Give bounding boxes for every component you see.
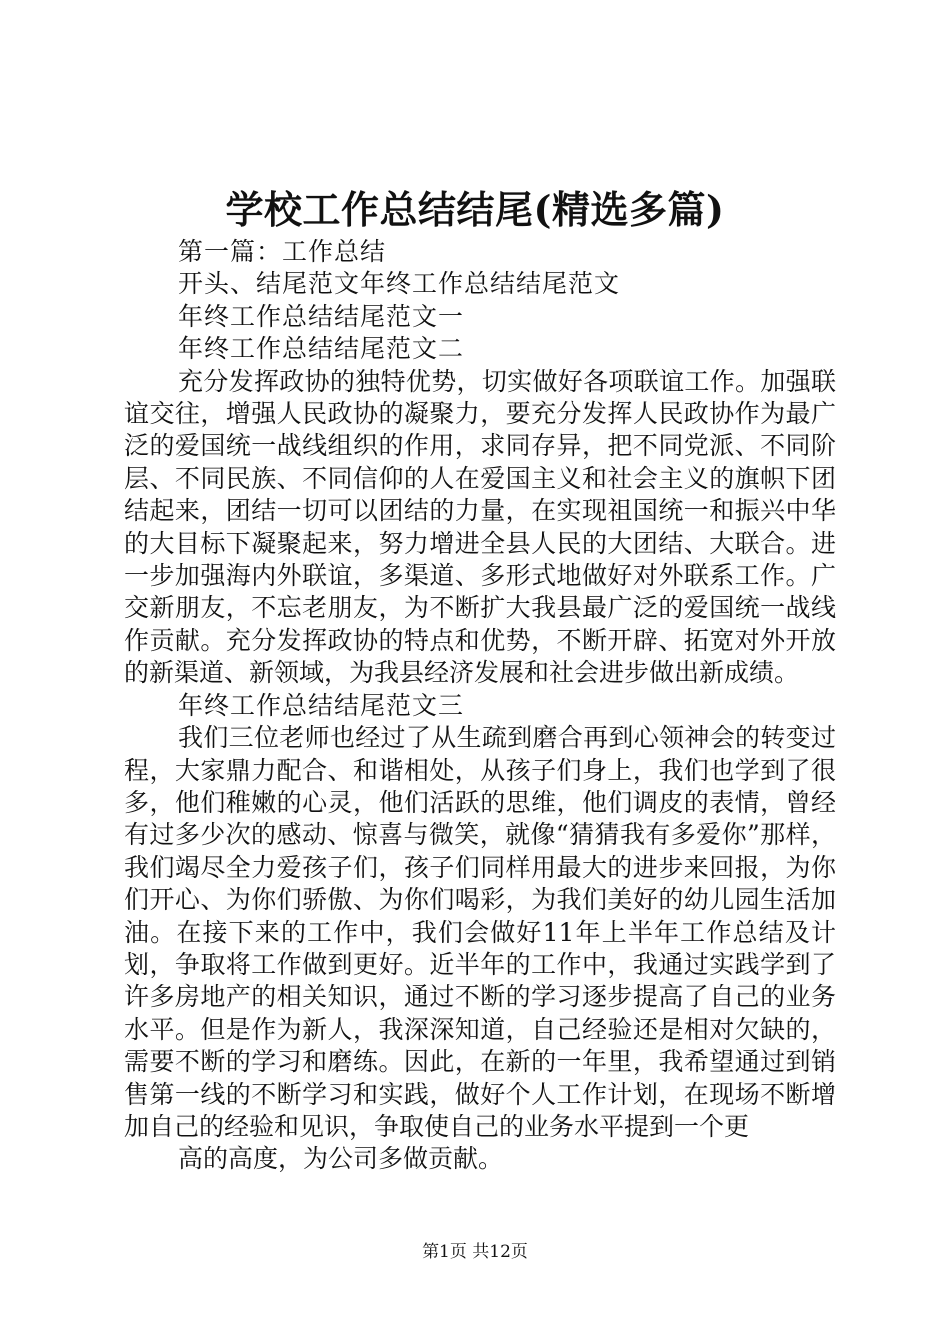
subheading: 开头、结尾范文年终工作总结结尾范文 xyxy=(178,269,621,299)
section-heading: 第一篇：工作总结 xyxy=(178,237,387,266)
document-title: 学校工作总结结尾(精选多篇) xyxy=(225,187,725,232)
body-paragraph: 充分发挥政协的独特优势，切实做好各项联谊工作。加强联谊交往，增强人民政协的凝聚力，要充分发挥人民政协作为最广泛的爱国统一战线组织的作用，求同存异，把不同党派、不同阶层、不同民族、不同信仰的人在爱国主义和社会主义的旗帜下团结起来，团结一切可以团结的力量，在实现祖国统一和振兴中华的大目标下凝聚起来，努力增进全县人民的大团结、大联合。进一步加强海内外联谊，多渠道、多形式地做好对外联系工作。广交新朋友，不忘老朋友，为不断扩大我县最广泛的爱国统一战线作贡献。充分发挥政协的特点和优势，不断开辟、拓宽对外开放的新渠道、新领域，为我县经济发展和社会进步做出新成绩。 xyxy=(124,366,836,688)
subheading: 年终工作总结结尾范文二 xyxy=(178,334,465,364)
body-paragraph: 高的高度，为公司多做贡献。 xyxy=(178,1144,504,1174)
subheading: 年终工作总结结尾范文一 xyxy=(178,301,465,331)
body-paragraph: 我们三位老师也经过了从生疏到磨合再到心领神会的转变过程，大家鼎力配合、和谐相处，从孩子们身上，我们也学到了很多，他们稚嫩的心灵，他们活跃的思维，他们调皮的表情，曾经有过多少次的感动、惊喜与微笑，就像“猜猜我有多爱你”那样，我们竭尽全力爱孩子们，孩子们同样用最大的进步来回报，为你们开心、为你们骄傲、为你们喝彩，为我们美好的幼儿园生活加油。在接下来的工作中，我们会做好11年上半年工作总结及计划，争取将工作做到更好。近半年的工作中，我通过实践学到了许多房地产的相关知识，通过不断的学习逐步提高了自己的业务水平。但是作为新人，我深深知道，自己经验还是相对欠缺的，需要不断的学习和磨练。因此，在新的一年里，我希望通过到销售第一线的不断学习和实践，做好个人工作计划，在现场不断增加自己的经验和见识，争取使自己的业务水平提到一个更 xyxy=(124,723,836,1141)
document-body xyxy=(124,236,836,1176)
page-number-footer: 第1页 共12页 xyxy=(422,1242,528,1262)
subheading: 年终工作总结结尾范文三 xyxy=(178,690,465,720)
